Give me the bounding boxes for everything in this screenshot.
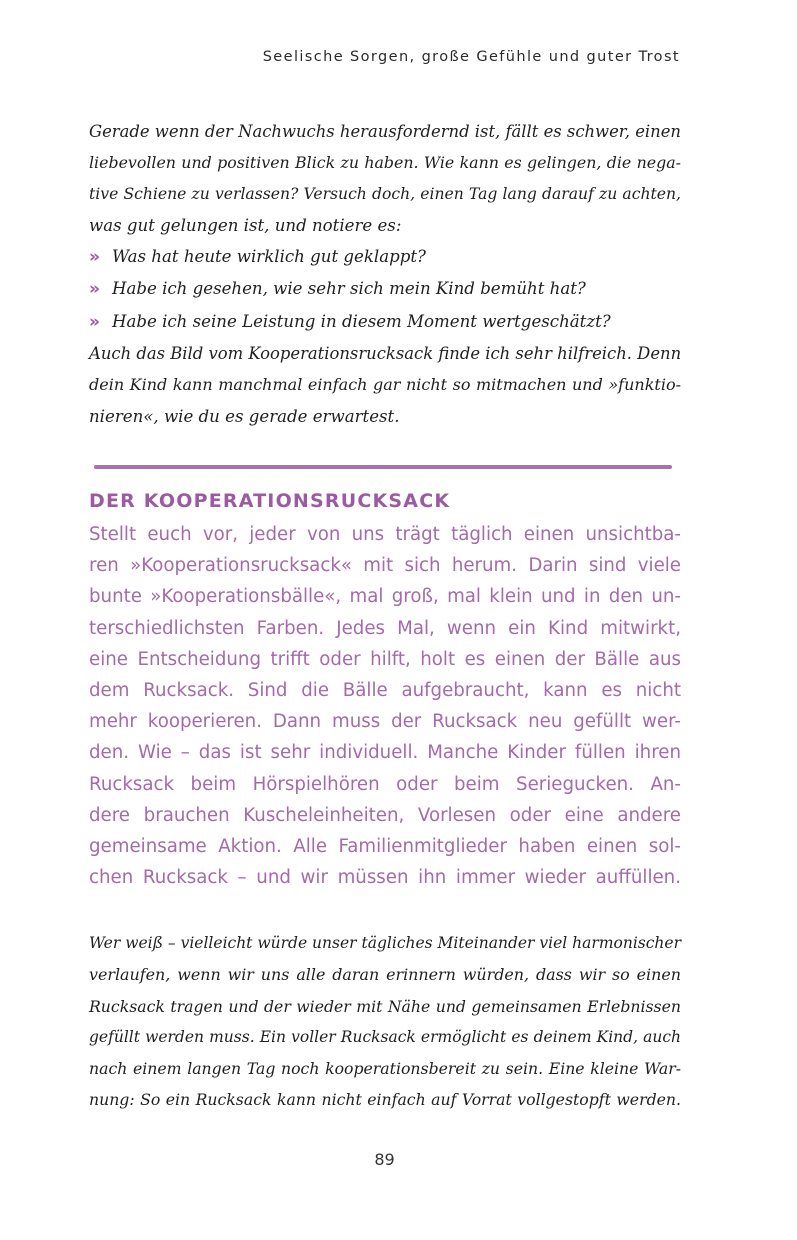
list-item [89, 306, 681, 338]
box-heading: DER KOOPERATIONSRUCKSACK [89, 490, 451, 512]
text-line: nung: So ein Rucksack kann nicht einfach auf Vorrat vollgestopft werden. [89, 1090, 681, 1110]
text-line: Wer weiß – vielleicht würde unser tägliches Miteinander viel harmonischer [89, 934, 681, 952]
text-line: verlaufen, wenn wir uns alle daran erinnern würden, dass wir so einen [89, 965, 681, 985]
text-line: terschiedlichsten Farben. Jedes Mal, wenn ein Kind mitwirkt, [89, 617, 681, 639]
text-line: eine Entscheidung trifft oder hilft, holt es einen der Bälle aus [89, 648, 681, 670]
outro-paragraph [89, 928, 681, 1116]
question-list [89, 241, 681, 338]
outro-text [89, 928, 681, 1116]
text-line: mehr kooperieren. Dann muss der Rucksack neu gefüllt wer- [89, 711, 681, 733]
text-line: den. Wie – das ist sehr individuell. Manche Kinder füllen ihren [89, 742, 681, 764]
text-line: Rucksack tragen und der wieder mit Nähe und gemeinsamen Erlebnissen [89, 996, 681, 1016]
page-number: 89 [374, 1150, 395, 1169]
text-line: dere brauchen Kuscheleinheiten, Vorlesen oder eine andere [89, 804, 681, 826]
text-line: Auch das Bild vom Kooperationsrucksack finde ich sehr hilfreich. Denn [89, 344, 682, 364]
text-line: dein Kind kann manchmal einfach gar nicht so mitmachen und »funktio- [89, 375, 681, 395]
text-line: Stellt euch vor, jeder von uns trägt täglich einen unsichtba- [89, 524, 681, 545]
list-item-text: Habe ich seine Leistung in diesem Moment wertgeschätzt? [112, 311, 611, 331]
chevron-double-right-icon: » [89, 311, 100, 332]
text-line: dem Rucksack. Sind die Bälle aufgebraucht, kann es nicht [89, 680, 681, 702]
text-line: tive Schiene zu verlassen? Versuch doch, einen Tag lang darauf zu achten, [89, 184, 681, 203]
box-body [89, 519, 681, 893]
text-line: liebevollen und positiven Blick zu haben. Wie kann es gelingen, die nega- [89, 153, 681, 173]
text-line: ren »Kooperationsrucksack« mit sich herum. Darin sind viele [89, 555, 681, 577]
text-line: Gerade wenn der Nachwuchs herausfordernd ist, fällt es schwer, einen [89, 122, 681, 141]
text-line: gemeinsame Aktion. Alle Familienmitglieder haben einen sol- [89, 836, 681, 858]
list-item-text: Habe ich gesehen, wie sehr sich mein Kind bemüht hat? [112, 279, 586, 299]
section-divider [94, 465, 672, 469]
chevron-double-right-icon: » [89, 247, 100, 268]
text-line: Rucksack beim Hörspielhören oder beim Seriegucken. An- [89, 773, 681, 795]
intro-text [89, 116, 681, 432]
chevron-double-right-icon: » [89, 279, 100, 300]
text-line: was gut gelungen ist, und notiere es: [89, 215, 402, 235]
running-head: Seelische Sorgen, große Gefühle und guter Trost [262, 49, 680, 65]
closing-paragraph [89, 338, 681, 432]
list-item [89, 273, 681, 305]
list-item-text: Was hat heute wirklich gut geklappt? [112, 247, 426, 267]
list-item [89, 241, 681, 273]
text-line: bunte »Kooperationsbälle«, mal groß, mal klein und in den un- [89, 586, 681, 608]
text-line: gefüllt werden muss. Ein voller Rucksack ermöglicht es deinem Kind, auch [89, 1027, 681, 1046]
intro-paragraph [89, 116, 681, 241]
text-line: nieren«, wie du es gerade erwartest. [89, 406, 400, 426]
text-line: chen Rucksack – und wir müssen ihn immer wieder auffüllen. [89, 867, 681, 889]
text-line: nach einem langen Tag noch kooperationsbereit zu sein. Eine kleine War- [89, 1059, 681, 1079]
